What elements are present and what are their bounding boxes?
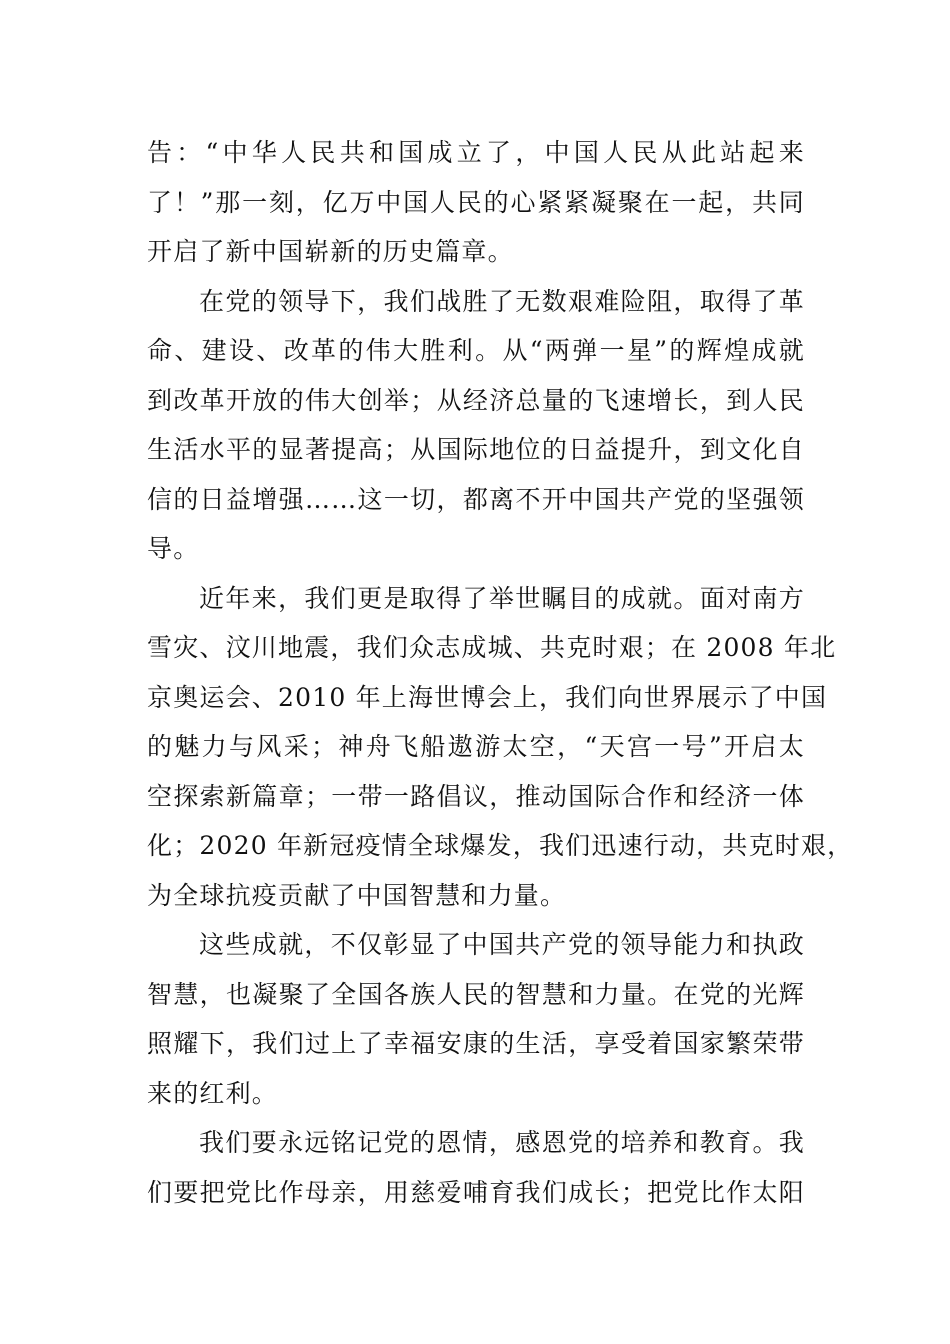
text-line: 照耀下，我们过上了幸福安康的生活，享受着国家繁荣带: [147, 1029, 805, 1058]
paragraph-5: [147, 1118, 805, 1217]
text-line: 为全球抗疫贡献了中国智慧和力量。: [147, 880, 567, 910]
text-line: 京奥运会、2010 年上海世博会上，我们向世界展示了中国: [147, 682, 828, 712]
text-line: 生活水平的显著提高；从国际地位的日益提升，到文化自: [147, 435, 805, 464]
paragraph-1: [147, 128, 805, 277]
document-body: [147, 128, 854, 1217]
text-line: 信的日益增强……这一切，都离不开中国共产党的坚强领: [147, 484, 805, 514]
text-line: 的魅力与风采；神舟飞船遨游太空，“天宫一号”开启太: [147, 732, 805, 761]
text-line: 导。: [147, 534, 200, 563]
paragraph-3: [147, 574, 854, 921]
text-line: 化；2020 年新冠疫情全球爆发，我们迅速行动，共克时艰，: [147, 831, 854, 860]
text-line: 命、建设、改革的伟大胜利。从“两弹一星”的辉煌成就: [147, 336, 805, 365]
text-line: 我们要永远铭记党的恩情，感恩党的培养和教育。我: [199, 1128, 805, 1157]
text-line: 告：“中华人民共和国成立了，中国人民从此站起来: [147, 138, 805, 167]
text-line: 雪灾、汶川地震，我们众志成城、共克时艰；在 2008 年北: [147, 633, 837, 662]
text-line: 空探索新篇章；一带一路倡议，推动国际合作和经济一体: [147, 781, 805, 811]
text-line: 这些成就，不仅彰显了中国共产党的领导能力和执政: [199, 930, 805, 959]
text-line: 了！”那一刻，亿万中国人民的心紧紧凝聚在一起，共同: [147, 187, 805, 217]
text-line: 们要把党比作母亲，用慈爱哺育我们成长；把党比作太阳: [147, 1177, 805, 1207]
paragraph-4: [147, 920, 805, 1118]
text-line: 智慧，也凝聚了全国各族人民的智慧和力量。在党的光辉: [147, 979, 805, 1009]
paragraph-2: [147, 277, 805, 574]
text-line: 在党的领导下，我们战胜了无数艰难险阻，取得了革: [199, 286, 805, 316]
text-line: 近年来，我们更是取得了举世瞩目的成就。面对南方: [199, 583, 805, 613]
text-line: 来的红利。: [147, 1078, 279, 1108]
text-line: 到改革开放的伟大创举；从经济总量的飞速增长，到人民: [147, 385, 805, 415]
text-line: 开启了新中国崭新的历史篇章。: [147, 237, 514, 266]
